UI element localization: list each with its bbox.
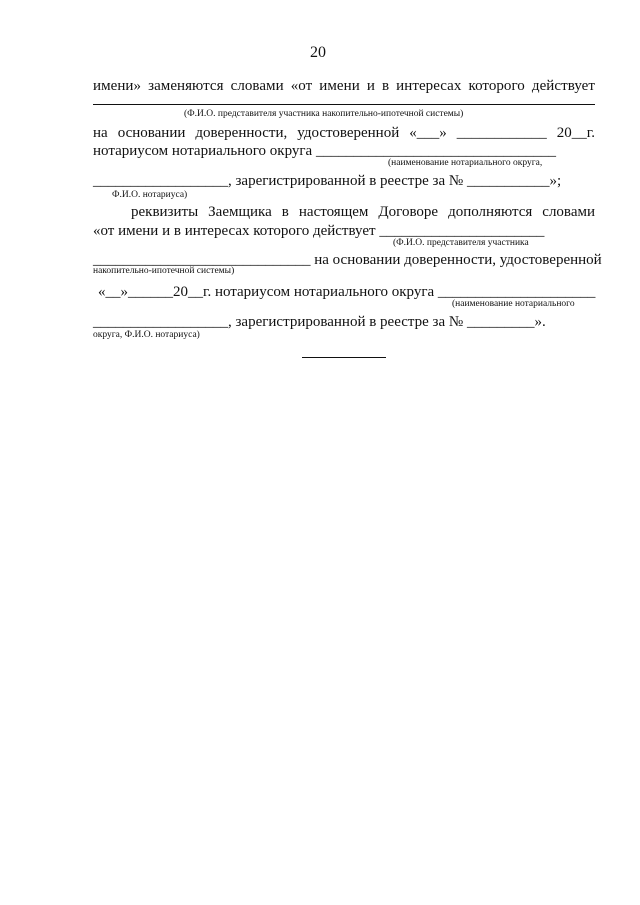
caption-1: (Ф.И.О. представителя участника накопительно-ипотечной системы): [184, 109, 464, 119]
fill-rule-1: [93, 104, 595, 105]
caption-3: Ф.И.О. нотариуса): [112, 190, 188, 200]
text-line-4: __________________, зарегистрированной в реестре за № ___________»;: [93, 173, 562, 189]
text-line-8: «__»______20__г. нотариусом нотариального округа _____________________: [98, 284, 596, 300]
caption-4: (Ф.И.О. представителя участника: [393, 238, 529, 248]
text-line-2: на основании доверенности, удостоверенной «___» ____________ 20__г.: [93, 125, 595, 141]
closing-rule: [302, 357, 386, 358]
text-line-6: «от имени и в интересах которого действует ______________________: [93, 223, 545, 239]
caption-6: (наименование нотариального: [452, 299, 575, 309]
caption-7: округа, Ф.И.О. нотариуса): [93, 330, 200, 340]
text-line-1: имени» заменяются словами «от имени и в интересах которого действует: [93, 78, 595, 94]
page-number: 20: [310, 44, 326, 61]
caption-2: (наименование нотариального округа,: [388, 158, 543, 168]
text-line-3: нотариусом нотариального округа ________________________________: [93, 143, 556, 159]
caption-5: накопительно-ипотечной системы): [93, 266, 235, 276]
text-line-5: реквизиты Заемщика в настоящем Договоре дополняются словами: [131, 204, 595, 220]
text-line-7: _____________________________ на основании доверенности, удостоверенной: [93, 252, 602, 268]
text-line-9: __________________, зарегистрированной в реестре за № _________».: [93, 314, 546, 330]
